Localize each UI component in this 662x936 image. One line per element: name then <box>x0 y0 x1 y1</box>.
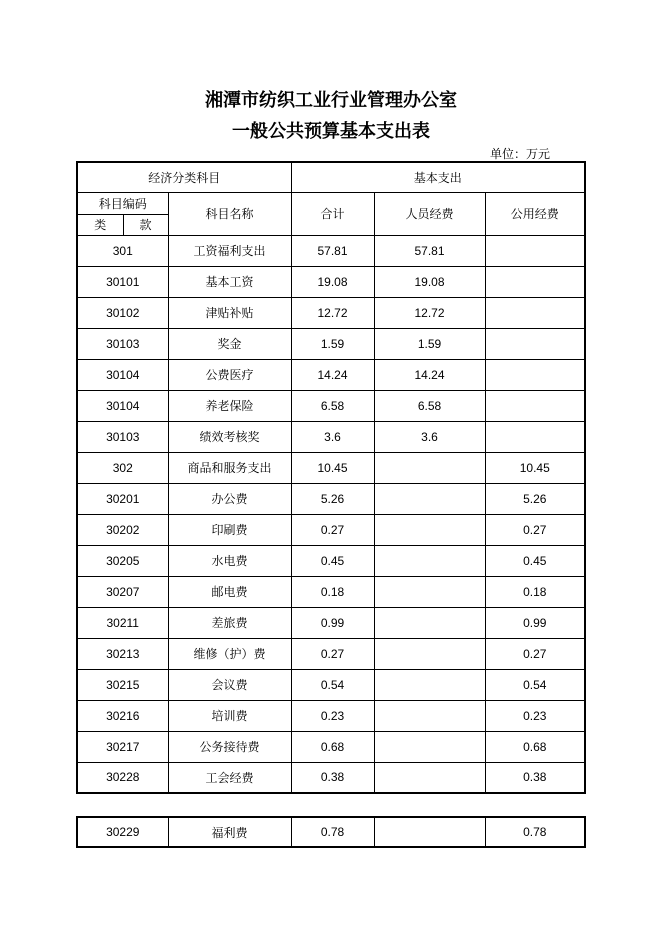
subject-name: 水电费 <box>168 545 291 576</box>
subject-name: 福利费 <box>168 817 291 847</box>
public-value <box>485 328 585 359</box>
total-value: 1.59 <box>291 328 374 359</box>
total-value: 57.81 <box>291 235 374 266</box>
table-row <box>77 731 585 762</box>
table-row <box>77 762 585 793</box>
personnel-value <box>374 762 485 793</box>
table-row <box>77 817 585 847</box>
subject-code: 30102 <box>77 297 168 328</box>
total-value: 0.38 <box>291 762 374 793</box>
document-title: 湘潭市纺织工业行业管理办公室 <box>205 90 457 111</box>
total-value: 0.68 <box>291 731 374 762</box>
personnel-value <box>374 638 485 669</box>
total-value: 0.54 <box>291 669 374 700</box>
personnel-value <box>374 817 485 847</box>
subject-name: 养老保险 <box>168 390 291 421</box>
subject-code: 30207 <box>77 576 168 607</box>
table-row <box>77 638 585 669</box>
subject-code: 302 <box>77 452 168 483</box>
subject-code: 30216 <box>77 700 168 731</box>
table-row <box>77 700 585 731</box>
public-value: 0.54 <box>485 669 585 700</box>
total-value: 12.72 <box>291 297 374 328</box>
public-value <box>485 390 585 421</box>
table-row <box>77 297 585 328</box>
total-value: 0.23 <box>291 700 374 731</box>
subject-name: 公费医疗 <box>168 359 291 390</box>
total-value: 0.99 <box>291 607 374 638</box>
subject-code: 30229 <box>77 817 168 847</box>
public-value: 0.27 <box>485 638 585 669</box>
public-value: 0.23 <box>485 700 585 731</box>
subject-name: 差旅费 <box>168 607 291 638</box>
header-personnel: 人员经费 <box>374 192 485 235</box>
subject-name: 绩效考核奖 <box>168 421 291 452</box>
public-value: 0.38 <box>485 762 585 793</box>
budget-table-continued <box>76 816 586 848</box>
subject-name: 公务接待费 <box>168 731 291 762</box>
table-row <box>77 545 585 576</box>
personnel-value: 6.58 <box>374 390 485 421</box>
subject-name: 基本工资 <box>168 266 291 297</box>
subject-name: 商品和服务支出 <box>168 452 291 483</box>
table-row <box>77 328 585 359</box>
subject-code: 30104 <box>77 390 168 421</box>
public-value: 0.27 <box>485 514 585 545</box>
personnel-value <box>374 514 485 545</box>
public-value: 0.99 <box>485 607 585 638</box>
personnel-value: 19.08 <box>374 266 485 297</box>
total-value: 0.18 <box>291 576 374 607</box>
subject-name: 维修（护）费 <box>168 638 291 669</box>
subject-name: 津贴补贴 <box>168 297 291 328</box>
personnel-value <box>374 576 485 607</box>
header-total: 合计 <box>291 192 374 235</box>
subject-name: 印刷费 <box>168 514 291 545</box>
personnel-value <box>374 545 485 576</box>
personnel-value: 1.59 <box>374 328 485 359</box>
total-value: 6.58 <box>291 390 374 421</box>
table-row <box>77 607 585 638</box>
document-subtitle: 一般公共预算基本支出表 <box>232 121 430 142</box>
subject-code: 30103 <box>77 328 168 359</box>
table-row <box>77 359 585 390</box>
personnel-value: 12.72 <box>374 297 485 328</box>
personnel-value: 3.6 <box>374 421 485 452</box>
public-value: 0.68 <box>485 731 585 762</box>
subject-code: 30215 <box>77 669 168 700</box>
header-subject-name: 科目名称 <box>168 192 291 235</box>
subject-name: 会议费 <box>168 669 291 700</box>
public-value <box>485 359 585 390</box>
subject-code: 30228 <box>77 762 168 793</box>
total-value: 19.08 <box>291 266 374 297</box>
personnel-value <box>374 731 485 762</box>
header-subject-code: 科目编码 <box>77 192 168 214</box>
total-value: 0.27 <box>291 638 374 669</box>
table-row <box>77 483 585 514</box>
total-value: 0.45 <box>291 545 374 576</box>
public-value <box>485 266 585 297</box>
personnel-value <box>374 607 485 638</box>
table-row <box>77 452 585 483</box>
personnel-value: 14.24 <box>374 359 485 390</box>
total-value: 10.45 <box>291 452 374 483</box>
personnel-value: 57.81 <box>374 235 485 266</box>
table-row <box>77 576 585 607</box>
total-value: 0.78 <box>291 817 374 847</box>
table-row <box>77 235 585 266</box>
table-row <box>77 514 585 545</box>
table-row <box>77 266 585 297</box>
public-value: 0.78 <box>485 817 585 847</box>
total-value: 3.6 <box>291 421 374 452</box>
public-value <box>485 421 585 452</box>
subject-name: 邮电费 <box>168 576 291 607</box>
subject-code: 30211 <box>77 607 168 638</box>
header-kuan: 款 <box>123 214 168 235</box>
subject-code: 301 <box>77 235 168 266</box>
subject-code: 30101 <box>77 266 168 297</box>
subject-code: 30217 <box>77 731 168 762</box>
total-value: 14.24 <box>291 359 374 390</box>
total-value: 0.27 <box>291 514 374 545</box>
unit-label: 单位：万元 <box>490 147 551 161</box>
subject-code: 30205 <box>77 545 168 576</box>
total-value: 5.26 <box>291 483 374 514</box>
subject-name: 办公费 <box>168 483 291 514</box>
header-econ-class: 经济分类科目 <box>77 162 291 192</box>
personnel-value <box>374 483 485 514</box>
public-value: 10.45 <box>485 452 585 483</box>
subject-name: 工会经费 <box>168 762 291 793</box>
budget-table <box>76 161 586 794</box>
public-value <box>485 297 585 328</box>
public-value: 5.26 <box>485 483 585 514</box>
public-value: 0.45 <box>485 545 585 576</box>
subject-code: 30213 <box>77 638 168 669</box>
subject-name: 奖金 <box>168 328 291 359</box>
header-basic-expenditure: 基本支出 <box>291 162 585 192</box>
subject-name: 工资福利支出 <box>168 235 291 266</box>
table-row <box>77 390 585 421</box>
header-lei: 类 <box>77 214 123 235</box>
public-value: 0.18 <box>485 576 585 607</box>
subject-code: 30103 <box>77 421 168 452</box>
subject-name: 培训费 <box>168 700 291 731</box>
table-row <box>77 669 585 700</box>
table-row <box>77 421 585 452</box>
subject-code: 30104 <box>77 359 168 390</box>
personnel-value <box>374 700 485 731</box>
public-value <box>485 235 585 266</box>
personnel-value <box>374 669 485 700</box>
header-public: 公用经费 <box>485 192 585 235</box>
subject-code: 30202 <box>77 514 168 545</box>
personnel-value <box>374 452 485 483</box>
subject-code: 30201 <box>77 483 168 514</box>
